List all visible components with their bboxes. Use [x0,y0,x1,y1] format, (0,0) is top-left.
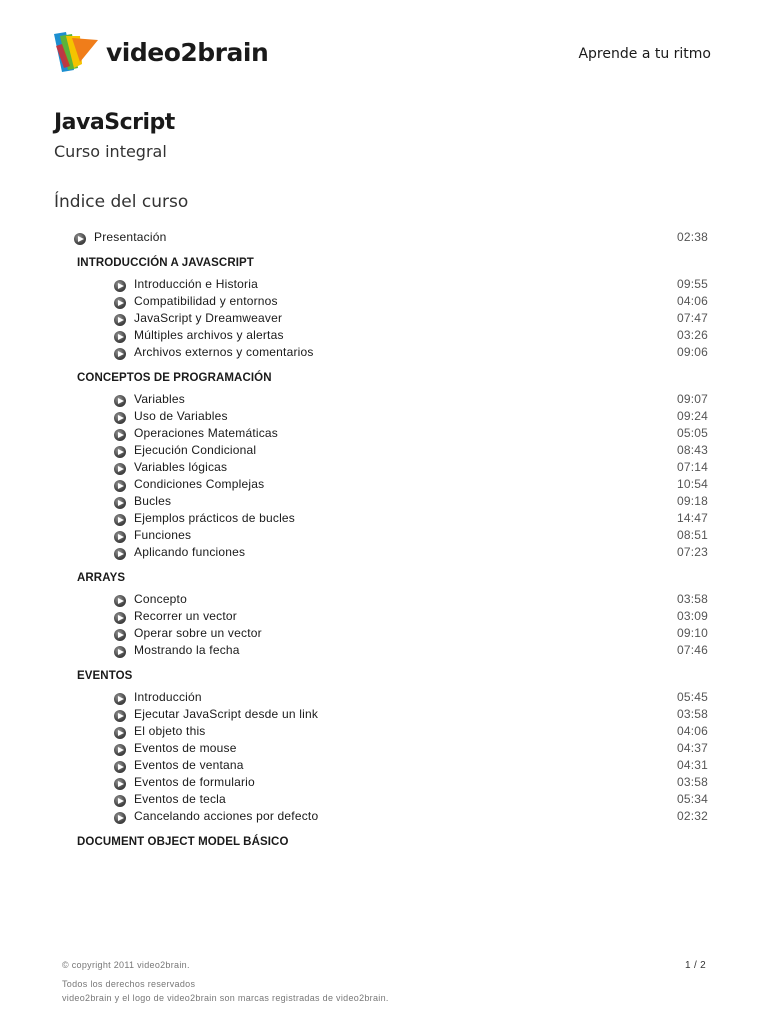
lesson-label: Ejecutar JavaScript desde un link [134,707,319,721]
lesson-duration: 03:26 [676,328,708,342]
index-heading: Índice del curso [54,192,189,212]
play-bullet-icon [114,331,126,343]
lesson-row[interactable] [0,757,768,774]
lesson-duration: 04:37 [676,741,708,755]
course-subtitle: Curso integral [54,142,167,161]
lesson-duration: 03:09 [676,609,708,623]
lesson-duration: 09:10 [676,626,708,640]
play-bullet-icon [114,514,126,526]
lesson-duration: 08:43 [676,443,708,457]
lesson-row[interactable] [0,442,768,459]
brand-name: video2brain [106,37,269,67]
lesson-row[interactable] [0,391,768,408]
lesson-row[interactable] [0,740,768,757]
lesson-duration: 03:58 [676,775,708,789]
lesson-row[interactable] [0,459,768,476]
lesson-duration: 05:45 [676,690,708,704]
lesson-duration: 04:06 [676,294,708,308]
play-bullet-icon [114,412,126,424]
course-index [0,229,768,855]
lesson-label: Bucles [134,494,172,508]
lesson-label: Múltiples archivos y alertas [134,328,284,342]
lesson-row[interactable] [0,493,768,510]
lesson-row[interactable] [0,808,768,825]
lesson-label: El objeto this [134,724,206,738]
lesson-duration: 05:34 [676,792,708,806]
lesson-row[interactable] [0,625,768,642]
lesson-duration: 07:47 [676,311,708,325]
tagline: Aprende a tu ritmo [578,46,711,62]
lesson-label: Ejecución Condicional [134,443,257,457]
play-bullet-icon [114,395,126,407]
lesson-duration: 03:58 [676,707,708,721]
footer-trademark: video2brain y el logo de video2brain son marcas registradas de video2brain. [62,993,389,1003]
lesson-label: Variables lógicas [134,460,228,474]
course-title: JavaScript [54,110,175,135]
section-title: INTRODUCCIÓN A JAVASCRIPT [77,257,254,269]
lesson-row[interactable] [0,229,768,246]
lesson-duration: 07:14 [676,460,708,474]
lesson-duration: 14:47 [676,511,708,525]
lesson-label: Eventos de ventana [134,758,244,772]
lesson-label: Recorrer un vector [134,609,237,623]
lesson-row[interactable] [0,608,768,625]
play-bullet-icon [114,795,126,807]
play-bullet-icon [114,314,126,326]
lesson-duration: 04:06 [676,724,708,738]
play-bullet-icon [114,761,126,773]
lesson-row[interactable] [0,293,768,310]
lesson-duration: 02:32 [676,809,708,823]
section-title: CONCEPTOS DE PROGRAMACIÓN [77,372,272,384]
lesson-duration: 09:18 [676,494,708,508]
play-bullet-icon [114,497,126,509]
lesson-row[interactable] [0,425,768,442]
play-bullet-icon [114,629,126,641]
play-bullet-icon [114,595,126,607]
lesson-duration: 09:07 [676,392,708,406]
lesson-row[interactable] [0,510,768,527]
lesson-row[interactable] [0,689,768,706]
lesson-label: Uso de Variables [134,409,228,423]
lesson-label: Funciones [134,528,192,542]
play-bullet-icon [114,727,126,739]
lesson-duration: 10:54 [676,477,708,491]
play-bullet-icon [114,548,126,560]
lesson-duration: 09:06 [676,345,708,359]
play-bullet-icon [114,280,126,292]
lesson-duration: 07:46 [676,643,708,657]
page-number: 1 / 2 [685,960,706,971]
lesson-label: Operaciones Matemáticas [134,426,278,440]
play-bullet-icon [114,297,126,309]
lesson-row[interactable] [0,774,768,791]
lesson-row[interactable] [0,642,768,659]
lesson-label: Condiciones Complejas [134,477,265,491]
play-bullet-icon [114,429,126,441]
lesson-label: Compatibilidad y entornos [134,294,278,308]
lesson-duration: 07:23 [676,545,708,559]
brand-logo [52,30,268,74]
lesson-row[interactable] [0,276,768,293]
play-bullet-icon [114,612,126,624]
lesson-label: Variables [134,392,185,406]
lesson-row[interactable] [0,591,768,608]
footer-copyright: © copyright 2011 video2brain. [62,960,190,970]
lesson-row[interactable] [0,310,768,327]
lesson-duration: 05:05 [676,426,708,440]
lesson-row[interactable] [0,544,768,561]
lesson-duration: 04:31 [676,758,708,772]
lesson-duration: 02:38 [676,230,708,244]
lesson-label: Archivos externos y comentarios [134,345,314,359]
lesson-label: Eventos de mouse [134,741,237,755]
lesson-label: Introducción e Historia [134,277,258,291]
lesson-duration: 09:55 [676,277,708,291]
video2brain-logo-icon [52,30,100,74]
lesson-row[interactable] [0,327,768,344]
lesson-row[interactable] [0,791,768,808]
lesson-duration: 09:24 [676,409,708,423]
lesson-row[interactable] [0,408,768,425]
section-title: EVENTOS [77,670,133,682]
lesson-label: Operar sobre un vector [134,626,262,640]
lesson-label: Mostrando la fecha [134,643,240,657]
lesson-row[interactable] [0,527,768,544]
lesson-label: Eventos de formulario [134,775,255,789]
play-bullet-icon [114,446,126,458]
lesson-label: Concepto [134,592,187,606]
lesson-row[interactable] [0,723,768,740]
lesson-row[interactable] [0,706,768,723]
lesson-row[interactable] [0,344,768,361]
footer-rights: Todos los derechos reservados [62,979,196,989]
lesson-duration: 08:51 [676,528,708,542]
section-title: ARRAYS [77,572,126,584]
lesson-label: JavaScript y Dreamweaver [134,311,283,325]
lesson-label: Introducción [134,690,202,704]
lesson-label: Presentación [94,230,167,244]
play-bullet-icon [114,348,126,360]
play-bullet-icon [114,693,126,705]
play-bullet-icon [74,233,86,245]
lesson-label: Cancelando acciones por defecto [134,809,319,823]
play-bullet-icon [114,646,126,658]
section-title: DOCUMENT OBJECT MODEL BÁSICO [77,836,289,848]
play-bullet-icon [114,812,126,824]
lesson-label: Aplicando funciones [134,545,246,559]
play-bullet-icon [114,710,126,722]
play-bullet-icon [114,531,126,543]
lesson-label: Ejemplos prácticos de bucles [134,511,296,525]
play-bullet-icon [114,744,126,756]
play-bullet-icon [114,480,126,492]
play-bullet-icon [114,463,126,475]
lesson-duration: 03:58 [676,592,708,606]
play-bullet-icon [114,778,126,790]
lesson-row[interactable] [0,476,768,493]
lesson-label: Eventos de tecla [134,792,226,806]
